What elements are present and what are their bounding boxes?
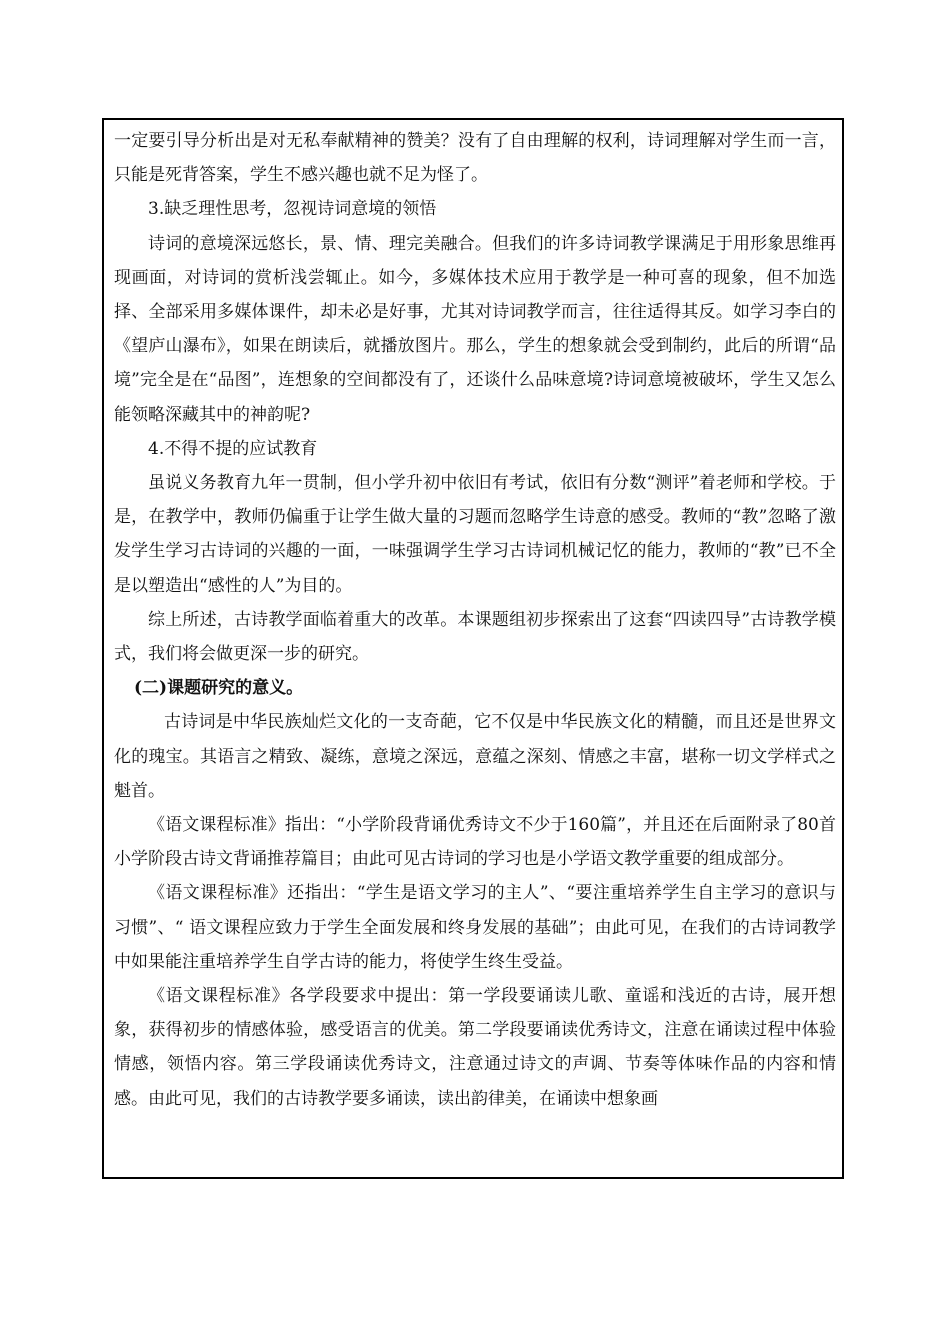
paragraph: 诗词的意境深远悠长，景、情、理完美融合。但我们的许多诗词教学课满足于用形象思维再现画面，对诗词的赏析浅尝辄止。如今，多媒体技术应用于教学是一种可喜的现象，但不加选择、全部采用多媒体课件，却未必是好事，尤其对诗词教学而言，往往适得其反。如学习李白的《望庐山瀑布》，如果在朗读后，就播放图片。那么，学生的想象就会受到制约，此后的所谓“品境”完全是在“品图”，连想象的空间都没有了，还谈什么品味意境?诗词意境被破坏，学生又怎么能领略深藏其中的神韵呢? [114, 233, 836, 425]
paragraph: 综上所述，古诗教学面临着重大的改革。本课题组初步探索出了这套“四读四导”古诗教学模式，我们将会做更深一步的研究。 [114, 609, 836, 665]
paragraph: 虽说义务教育九年一贯制，但小学升初中依旧有考试，依旧有分数“测评”着老师和学校。于是，在教学中，教师仍偏重于让学生做大量的习题而忽略学生诗意的感受。教师的“教”忽略了激发学生学习古诗词的兴趣的一面，一味强调学生学习古诗词机械记忆的能力，教师的“教”已不全是以塑造出“感性的人”为目的。 [114, 473, 836, 596]
section-heading: (二)课题研究的意义。 [134, 678, 304, 699]
paragraph: 古诗词是中华民族灿烂文化的一支奇葩，它不仅是中华民族文化的精髓，而且还是世界文化的瑰宝。其语言之精致、凝练，意境之深远，意蕴之深刻、情感之丰富，堪称一切文学样式之魁首。 [114, 712, 836, 801]
paragraph: 《语文课程标准》指出：“小学阶段背诵优秀诗文不少于160篇”，并且还在后面附录了80首小学阶段古诗文背诵推荐篇目；由此可见古诗词的学习也是小学语文教学重要的组成部分。 [114, 815, 836, 870]
paragraph-continued: 一定要引导分析出是对无私奉献精神的赞美？没有了自由理解的权利，诗词理解对学生而一言，只能是死背答案，学生不感兴趣也就不足为怪了。 [114, 131, 836, 186]
document-body [114, 124, 836, 1116]
paragraph: 《语文课程标准》各学段要求中提出：第一学段要诵读儿歌、童谣和浅近的古诗，展开想象，获得初步的情感体验，感受语言的优美。第二学段要诵读优秀诗文，注意在诵读过程中体验情感，领悟内容。第三学段诵读优秀诗文，注意通过诗文的声调、节奏等体味作品的内容和情感。由此可见，我们的古诗教学要多诵读，读出韵律美，在诵读中想象画 [114, 986, 836, 1109]
paragraph: 《语文课程标准》还指出：“学生是语文学习的主人”、“要注重培养学生自主学习的意识与习惯”、“ 语文课程应致力于学生全面发展和终身发展的基础”；由此可见，在我们的古诗词教学中如果能注重培养学生自学古诗的能力，将使学生终生受益。 [114, 883, 836, 972]
subheading-3: 3.缺乏理性思考，忽视诗词意境的领悟 [148, 199, 437, 220]
subheading-4: 4.不得不提的应试教育 [148, 438, 318, 459]
